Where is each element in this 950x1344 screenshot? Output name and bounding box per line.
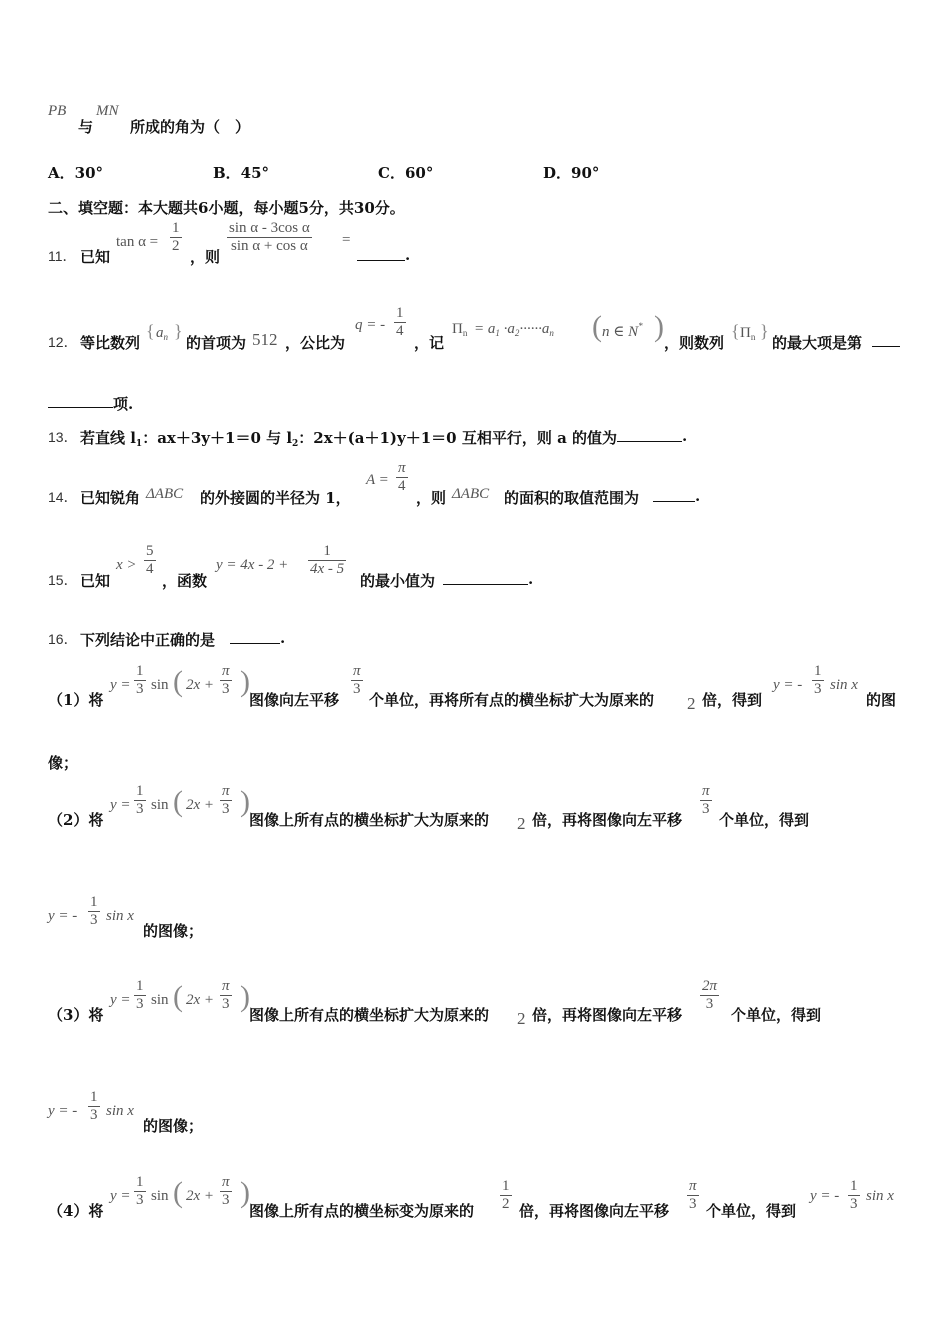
q11-number: 11． [48, 248, 77, 264]
q14-text-a: 已知锐角 [80, 489, 141, 507]
s1-frac-third-2: $\frac{1}{3}$ [814, 663, 822, 697]
q15-answer-blank[interactable] [443, 570, 528, 585]
s4-paren-r: ) [240, 1176, 250, 1209]
s4-frac-third-2: $\frac{1}{3}$ [850, 1178, 858, 1212]
s1-text-d: 的图 [866, 691, 897, 709]
s2-text-a: 图像上所有点的横坐标扩大为原来的 [249, 811, 490, 829]
q14-answer-blank[interactable] [653, 487, 695, 502]
option-b: B．45° [213, 164, 270, 182]
s2-sin: sin [151, 797, 169, 813]
q13-end: . [682, 427, 688, 445]
s3-sin: sin [151, 992, 169, 1008]
q15-frac-5-4: $\frac{5}{4}$ [146, 543, 154, 577]
s1-text-a: 图像向左平移 [249, 691, 340, 709]
q14-text-d: 的面积的取值范围为 [504, 489, 640, 507]
s4-frac-pi3-shift: $\frac{\pi}{3}$ [689, 1178, 697, 1212]
q12-answer-blank-b[interactable] [48, 393, 113, 408]
s3-label: （3）将 [48, 1006, 104, 1024]
q15-number: 15． [48, 572, 78, 588]
q12-brace2-right: } [760, 321, 769, 341]
option-d: D．90° [543, 164, 600, 182]
s4-frac-half: $\frac{1}{2}$ [502, 1178, 510, 1212]
s2-sinx: sin x [106, 908, 134, 924]
statement-3 [0, 978, 950, 1028]
s3-text-b: 倍，再将图像向左平移 [532, 1006, 683, 1024]
s2-2x: 2x + [186, 797, 215, 813]
q11-text-b: ，则 [190, 248, 221, 266]
statement-1 [0, 663, 950, 713]
q12-q: q = - [355, 317, 386, 333]
q11-frac-half: $\frac{1}{2}$ [172, 220, 180, 254]
s3-frac-2pi3: $\frac{2\pi}{3}$ [702, 978, 718, 1012]
q12-text-g: 项. [113, 395, 134, 413]
s1-frac-pi3-shift: $\frac{\pi}{3}$ [353, 663, 361, 697]
q15-x: x > [116, 557, 137, 573]
s3-frac-pi3: $\frac{\pi}{3}$ [222, 978, 230, 1012]
q13-number: 13． [48, 429, 78, 445]
q12-product: $\Pi_n$ [452, 321, 468, 338]
s4-y: y = [110, 1188, 131, 1204]
s3-yneg: y = - [48, 1103, 78, 1119]
s4-text-b: 倍，再将图像向左平移 [519, 1202, 670, 1220]
q15-text-b: ，函数 [162, 572, 208, 590]
s1-frac-third: $\frac{1}{3}$ [136, 663, 144, 697]
text-yu: 与 [78, 118, 94, 136]
s1-yneg: y = - [773, 677, 803, 693]
q12-brace-right: } [174, 321, 183, 341]
q12-product-expr: = $a_1 \cdot a_2\cdot\cdot\cdot\cdot\cdot\cdot a_n$ [474, 321, 554, 338]
s1-text-b: 个单位，再将所有点的横坐标扩大为原来的 [369, 691, 655, 709]
q12-answer-blank-a[interactable] [872, 332, 900, 347]
option-a: A．30° [48, 164, 104, 182]
s1-2x: 2x + [186, 677, 215, 693]
q16-end: . [280, 629, 286, 647]
s1-frac-pi3: $\frac{\pi}{3}$ [222, 663, 230, 697]
s1-text-c: 倍，得到 [702, 691, 763, 709]
question-11 [0, 220, 950, 270]
s2-paren-l: ( [173, 785, 183, 818]
s4-sinx: sin x [866, 1188, 894, 1204]
s2-frac-pi3-shift: $\frac{\pi}{3}$ [702, 783, 710, 817]
q13-text: 若直线 $l_1$：ax＋3y＋1＝0 与 $l_2$：2x＋(a＋1)y＋1＝0 互相平行，则 a 的值为 [80, 429, 618, 449]
q12-text-d: ，记 [414, 334, 445, 352]
s3-frac-third: $\frac{1}{3}$ [136, 978, 144, 1012]
s2-y: y = [110, 797, 131, 813]
q14-end: . [695, 487, 701, 505]
q15-y: y = 4x - 2 + [216, 557, 289, 573]
q12-an: $a_n$ [156, 325, 168, 342]
statement-4 [0, 1174, 950, 1224]
statement-3-cont [0, 1089, 950, 1139]
s2-text-b: 倍，再将图像向左平移 [532, 811, 683, 829]
q12-text-e: ，则数列 [664, 334, 725, 352]
s4-text-a: 图像上所有点的横坐标变为原来的 [249, 1202, 475, 1220]
q12-paren-right: ) [654, 310, 664, 343]
s3-2x: 2x + [186, 992, 215, 1008]
q11-tan: tan α = [116, 234, 159, 250]
q12-text-c: ，公比为 [285, 334, 346, 352]
q16-answer-blank[interactable] [230, 629, 280, 644]
s4-sin: sin [151, 1188, 169, 1204]
question-14 [0, 460, 950, 510]
q12-brace2-left: { [731, 321, 740, 341]
q12-text-f: 的最大项是第 [772, 334, 863, 352]
s1-sinx: sin x [830, 677, 858, 693]
q13-answer-blank[interactable] [617, 427, 682, 442]
s3-paren-r: ) [240, 980, 250, 1013]
s2-two: 2 [517, 814, 526, 833]
s3-frac-third-2: $\frac{1}{3}$ [90, 1089, 98, 1123]
s3-two: 2 [517, 1009, 526, 1028]
q12-text-b: 的首项为 [186, 334, 247, 352]
q14-number: 14． [48, 489, 78, 505]
s4-label: （4）将 [48, 1202, 104, 1220]
s1-label: （1）将 [48, 691, 104, 709]
q11-text-a: 已知 [80, 248, 111, 266]
statement-2 [0, 783, 950, 833]
q16-number: 16． [48, 631, 78, 647]
q11-answer-blank[interactable] [357, 246, 405, 261]
s3-paren-l: ( [173, 980, 183, 1013]
s2-text-c: 个单位，得到 [719, 811, 810, 829]
q15-frac-den: $\frac{1}{4x - 5}$ [310, 543, 345, 577]
q16-text: 下列结论中正确的是 [80, 631, 216, 649]
section-2-header: 二、填空题：本大题共6小题，每小题5分，共30分。 [48, 199, 405, 217]
question-15 [0, 543, 950, 593]
q15-text-c: 的最小值为 [360, 572, 436, 590]
q12-text-a: 等比数列 [80, 334, 141, 352]
statement-1-cont: 像； [48, 754, 79, 772]
q10-text: 所成的角为（ ） [130, 118, 251, 136]
s4-text-c: 个单位，得到 [706, 1202, 797, 1220]
q12-brace-left: { [146, 321, 155, 341]
q11-frac-expr: $\frac{\text{sin α - 3cos α}}{\text{sin α + cos α}}$ [229, 220, 310, 254]
s3-sinx: sin x [106, 1103, 134, 1119]
q12-512: 512 [252, 330, 278, 349]
s4-frac-pi3: $\frac{\pi}{3}$ [222, 1174, 230, 1208]
q14-frac-pi4: $\frac{\pi}{4}$ [398, 460, 406, 494]
question-12 [0, 305, 950, 355]
s3-text-d: 的图像； [143, 1117, 204, 1135]
s3-y: y = [110, 992, 131, 1008]
q14-triangle-2: ΔABC [452, 486, 490, 502]
s1-paren-l: ( [173, 665, 183, 698]
s1-paren-r: ) [240, 665, 250, 698]
q14-A: A = [366, 472, 389, 488]
s1-y: y = [110, 677, 131, 693]
s4-paren-l: ( [173, 1176, 183, 1209]
s2-paren-r: ) [240, 785, 250, 818]
s4-frac-third: $\frac{1}{3}$ [136, 1174, 144, 1208]
statement-2-cont [0, 894, 950, 944]
q12-paren-left: ( [592, 310, 602, 343]
q15-text-a: 已知 [80, 572, 111, 590]
q14-text-b: 的外接圆的半径为 1， [200, 489, 351, 507]
option-c: C．60° [378, 164, 434, 182]
s2-frac-third: $\frac{1}{3}$ [136, 783, 144, 817]
q11-eq: = [342, 232, 351, 248]
s2-yneg: y = - [48, 908, 78, 924]
s2-label: （2）将 [48, 811, 104, 829]
s2-frac-third-2: $\frac{1}{3}$ [90, 894, 98, 928]
s3-text-a: 图像上所有点的横坐标扩大为原来的 [249, 1006, 490, 1024]
s4-yneg: y = - [810, 1188, 840, 1204]
s4-2x: 2x + [186, 1188, 215, 1204]
s1-sin: sin [151, 677, 169, 693]
q14-text-c: ，则 [416, 489, 447, 507]
q14-triangle: ΔABC [146, 486, 184, 502]
q12-domain: n ∈ N* [602, 321, 643, 340]
s1-two: 2 [687, 694, 696, 713]
s3-text-c: 个单位，得到 [731, 1006, 822, 1024]
s2-text-d: 的图像； [143, 922, 204, 940]
q12-pi-n: $\Pi_n$ [740, 325, 756, 342]
q12-number: 12． [48, 334, 78, 350]
q15-end: . [528, 570, 534, 588]
math-mn: MN [96, 103, 119, 119]
q11-end: . [405, 246, 411, 264]
s2-frac-pi3: $\frac{\pi}{3}$ [222, 783, 230, 817]
q12-frac-quarter: $\frac{1}{4}$ [396, 305, 404, 339]
math-pb: PB [48, 103, 67, 119]
